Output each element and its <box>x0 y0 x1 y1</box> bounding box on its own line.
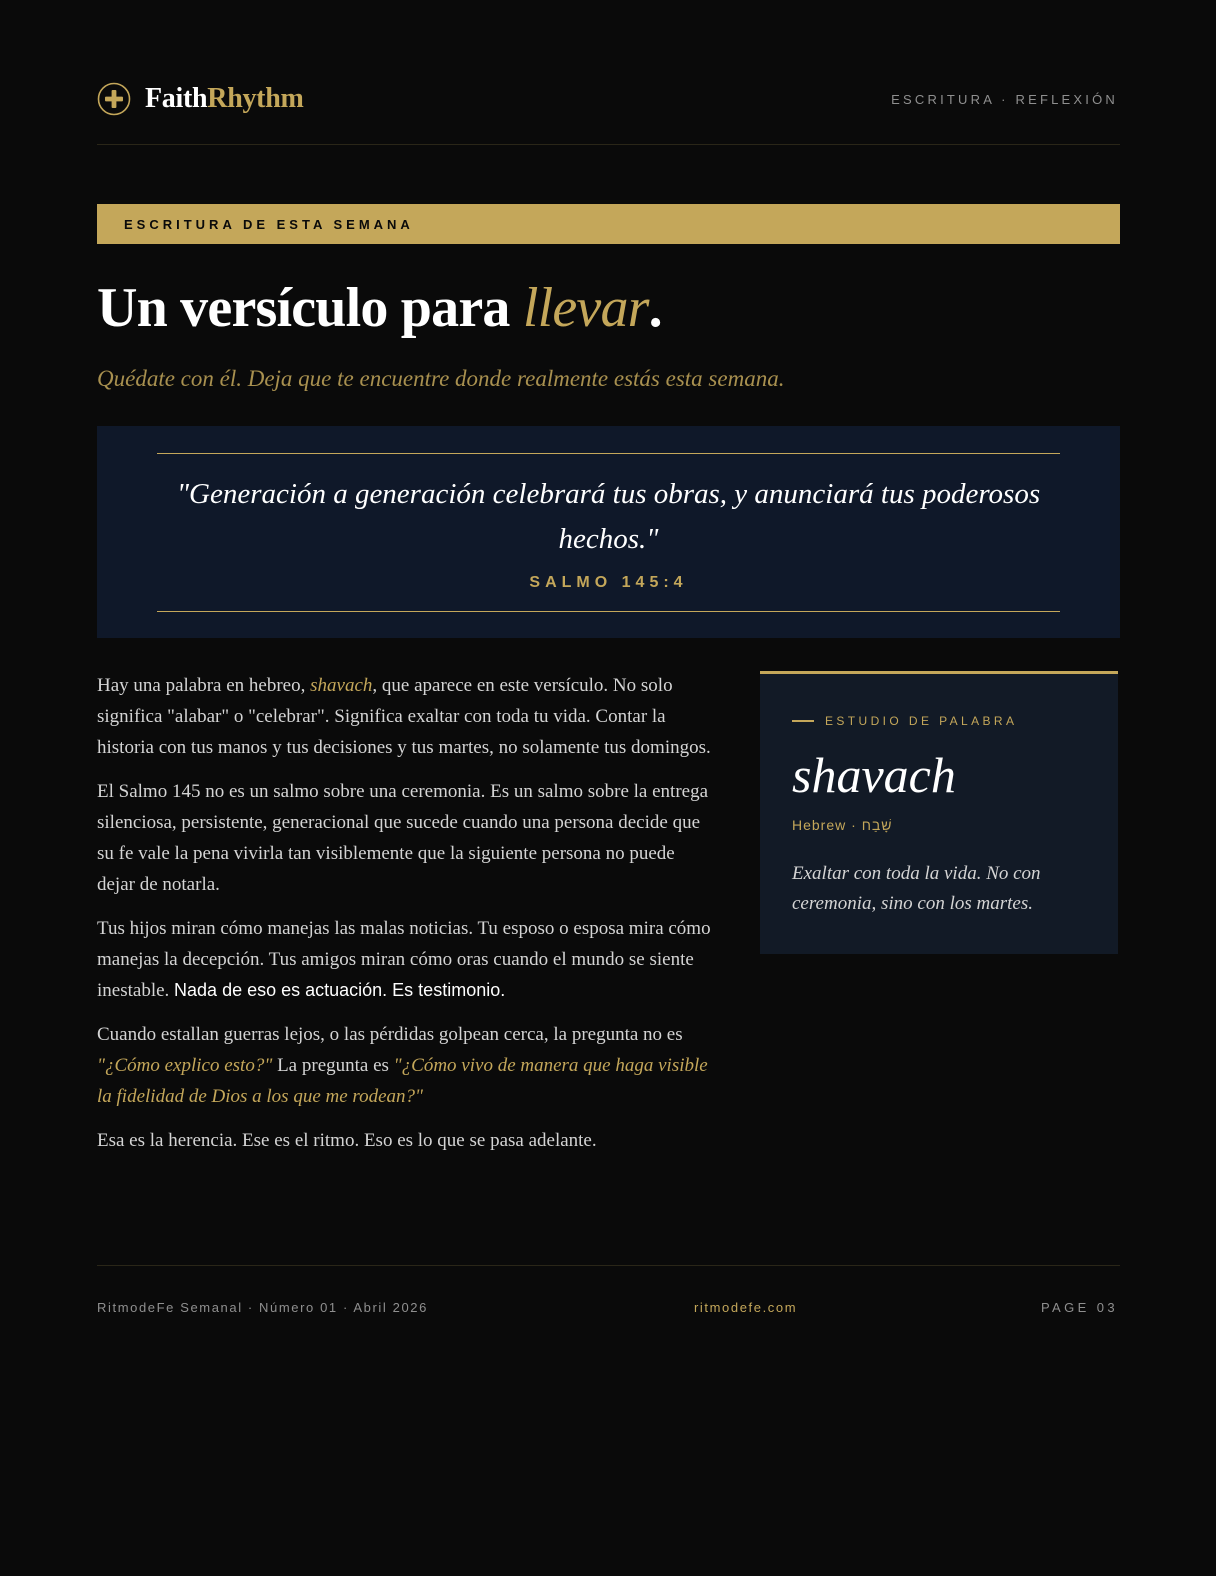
header-nav[interactable]: ESCRITURA · REFLEXIÓN <box>891 92 1118 107</box>
paragraph-4 <box>97 1019 717 1112</box>
word-study-label <box>792 714 1017 728</box>
verse-reference: SALMO 145:4 <box>529 574 688 591</box>
section-banner-label: ESCRITURA DE ESTA SEMANA <box>124 217 414 232</box>
section-banner <box>97 204 1120 244</box>
brand-name <box>145 83 304 115</box>
word-study-word: shavach <box>792 747 956 803</box>
emphasis-text: Nada de eso es actuación. Es testimonio. <box>174 980 506 1000</box>
paragraph-4-text-b: La pregunta es <box>272 1055 394 1076</box>
site-header <box>97 76 1120 145</box>
word-study-definition: Exaltar con toda la vida. No con ceremonia, sino con los martes. <box>792 863 1041 914</box>
paragraph-1 <box>97 670 717 763</box>
word-study-card <box>760 671 1118 954</box>
cross-in-circle-icon <box>97 82 131 116</box>
verse-box <box>97 426 1120 638</box>
paragraph-4-text-a: Cuando estallan guerras lejos, o las pérdidas golpean cerca, la pregunta no es <box>97 1024 683 1045</box>
page-title-end: . <box>648 277 662 339</box>
footer-publication: RitmodeFe Semanal · Número 01 · Abril 2026 <box>97 1300 428 1315</box>
paragraph-1-text-a: Hay una palabra en hebreo, <box>97 675 311 696</box>
brand-name-part1: Faith <box>145 83 208 114</box>
question-quote-1: "¿Cómo explico esto?" <box>97 1055 273 1076</box>
footer-page-number: PAGE 03 <box>1040 1300 1118 1315</box>
page-title-main: Un versículo para <box>97 277 523 339</box>
paragraph-2: El Salmo 145 no es un salmo sobre una ceremonia. Es un salmo sobre la entrega silenciosa, persistente, generacional que sucede cuando una persona decide que su fe vale la pena vivirla tan visiblemente que la siguiente persona no puede dejar de notarla. <box>97 781 709 895</box>
verse-text: "Generación a generación celebrará tus obras, y anunciará tus poderosos hechos." <box>176 478 1041 555</box>
article-body <box>97 670 717 1169</box>
word-study-label-text: ESTUDIO DE PALABRA <box>825 714 1018 728</box>
paragraph-3-text: Tus hijos miran cómo manejas las malas noticias. Tu esposo o esposa mira cómo manejas la decepción. Tus amigos miran cómo oras cuando el mundo se siente inestable. <box>97 918 711 1001</box>
hebrew-word: shavach <box>310 675 373 696</box>
page-subtitle: Quédate con él. Deja que te encuentre donde realmente estás esta semana. <box>97 366 785 391</box>
paragraph-1-text-b: , que aparece en este versículo. No solo significa "alabar" o "celebrar". Significa exaltar con toda tu vida. Contar la historia con tus manos y tus decisiones y tus martes, no solamente tus domingos. <box>97 675 711 758</box>
page-title-accent: llevar <box>522 277 649 339</box>
page-title <box>97 276 1120 340</box>
question-quote-2: "¿Cómo vivo de manera que haga visible la fidelidad de Dios a los que me rodean?" <box>97 1055 708 1107</box>
brand[interactable] <box>97 82 304 116</box>
paragraph-3 <box>97 913 717 1006</box>
footer-website-link[interactable]: ritmodefe.com <box>694 1300 798 1315</box>
page-footer <box>97 1265 1120 1326</box>
paragraph-5: Esa es la herencia. Ese es el ritmo. Eso es lo que se pasa adelante. <box>97 1130 597 1151</box>
verse-frame <box>157 453 1060 612</box>
dash-divider <box>792 720 814 722</box>
word-study-language: Hebrew · שָׁבַח <box>792 817 893 833</box>
brand-name-part2: Rhythm <box>207 83 304 114</box>
